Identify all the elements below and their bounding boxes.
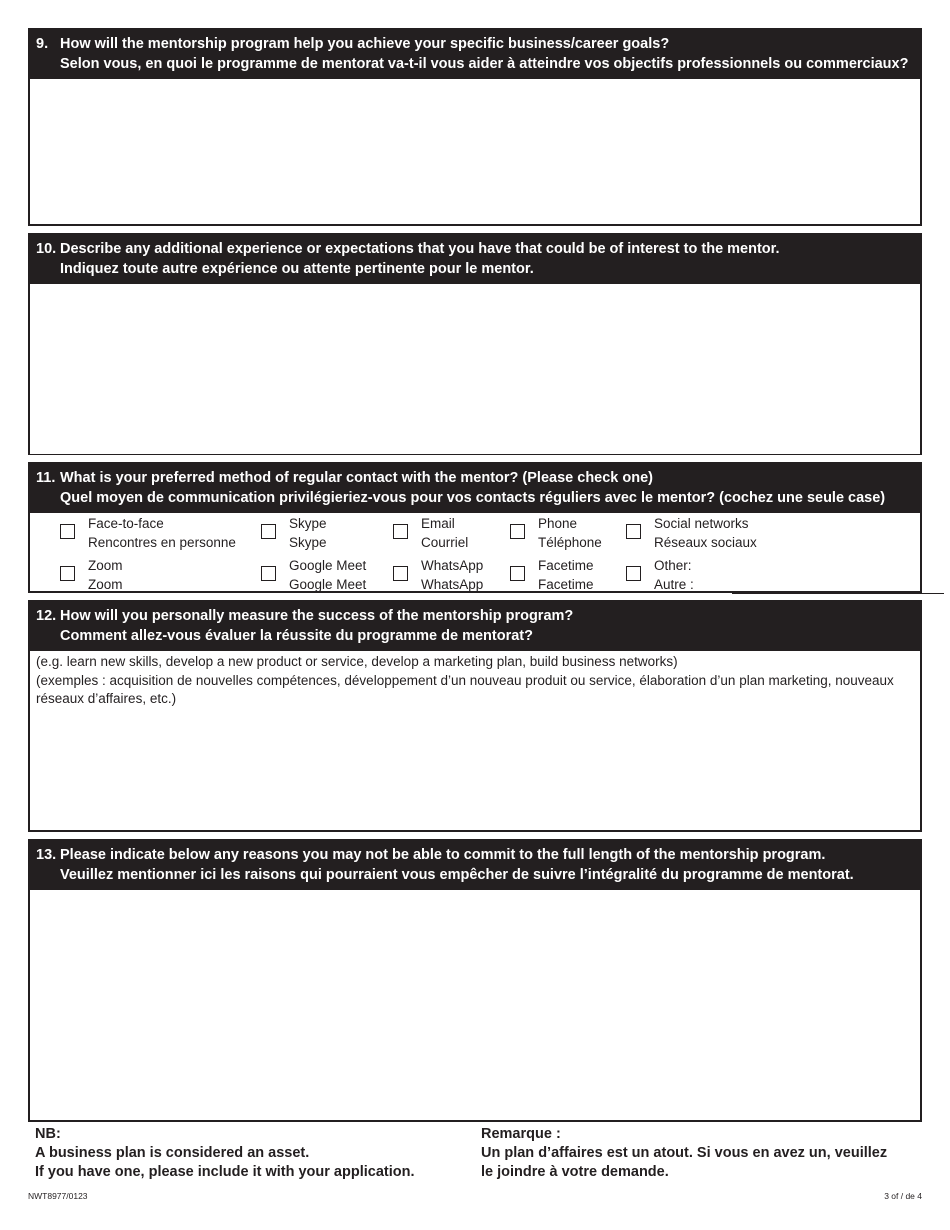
question-9-text-fr: Selon vous, en quoi le programme de mentorat va-t-il vous aider à atteindre vos objectifs professionnels ou commerciaux? bbox=[60, 55, 909, 72]
option-label-en: Zoom bbox=[88, 558, 123, 573]
note-english bbox=[35, 1125, 415, 1182]
question-10-section bbox=[28, 233, 922, 455]
google-meet-checkbox[interactable] bbox=[261, 566, 276, 581]
option-phone[interactable] bbox=[510, 514, 602, 552]
option-skype[interactable] bbox=[261, 514, 327, 552]
question-12-section bbox=[28, 600, 922, 832]
face-to-face-checkbox[interactable] bbox=[60, 524, 75, 539]
question-9-section bbox=[28, 28, 922, 226]
option-label-fr: Réseaux sociaux bbox=[654, 535, 757, 550]
question-number: 9. bbox=[36, 36, 49, 52]
question-number: 12. bbox=[36, 608, 57, 624]
option-face-to-face[interactable] bbox=[60, 514, 236, 552]
note-line: Un plan d’affaires est un atout. Si vous en avez un, veuillez bbox=[481, 1145, 888, 1161]
question-number: 13. bbox=[36, 847, 57, 863]
form-id: NWT8977/0123 bbox=[28, 1191, 88, 1201]
question-13-header bbox=[30, 841, 920, 890]
option-label-en: Social networks bbox=[654, 516, 749, 531]
question-13-section bbox=[28, 839, 922, 1122]
question-11-header bbox=[30, 464, 920, 513]
social-networks-checkbox[interactable] bbox=[626, 524, 641, 539]
question-9-answer-field[interactable] bbox=[30, 79, 920, 207]
question-10-text-en: Describe any additional experience or expectations that you have that could be of interest to the mentor. bbox=[60, 241, 780, 257]
question-12-examples bbox=[30, 651, 920, 711]
facetime-checkbox[interactable] bbox=[510, 566, 525, 581]
page-number: 3 of / de 4 bbox=[884, 1191, 922, 1201]
question-12-text-en: How will you personally measure the success of the mentorship program? bbox=[60, 608, 574, 624]
note-french bbox=[481, 1125, 887, 1182]
question-13-answer-field[interactable] bbox=[30, 890, 920, 1120]
note-title: NB: bbox=[35, 1126, 61, 1142]
question-number: 11. bbox=[36, 470, 56, 486]
option-label-fr: Skype bbox=[289, 535, 327, 550]
note-line: le joindre à votre demande. bbox=[481, 1164, 669, 1180]
note-line: If you have one, please include it with your application. bbox=[35, 1164, 415, 1180]
contact-method-options bbox=[30, 513, 920, 597]
phone-checkbox[interactable] bbox=[510, 524, 525, 539]
question-12-text-fr: Comment allez-vous évaluer la réussite du programme de mentorat? bbox=[60, 627, 533, 644]
option-label-en: Phone bbox=[538, 516, 578, 531]
option-label-fr: Rencontres en personne bbox=[88, 535, 236, 550]
note-line: A business plan is considered an asset. bbox=[35, 1145, 310, 1161]
option-label-en: Facetime bbox=[538, 558, 594, 573]
option-label-fr: Courriel bbox=[421, 535, 469, 550]
option-zoom[interactable] bbox=[60, 556, 123, 594]
option-label-en: WhatsApp bbox=[421, 558, 484, 573]
question-12-answer-field[interactable] bbox=[30, 711, 920, 829]
whatsapp-checkbox[interactable] bbox=[393, 566, 408, 581]
examples-fr: (exemples : acquisition de nouvelles compétences, développement d’un nouveau produit ou service, élaboration d’un plan marketing, nouveaux réseaux d’affaires, etc.) bbox=[36, 672, 894, 706]
question-9-text-en: How will the mentorship program help you achieve your specific business/career goals? bbox=[60, 36, 670, 52]
zoom-checkbox[interactable] bbox=[60, 566, 75, 581]
option-label-fr: Téléphone bbox=[538, 535, 602, 550]
question-9-header bbox=[30, 30, 920, 79]
question-11-text-en: What is your preferred method of regular contact with the mentor? (Please check one) bbox=[60, 470, 653, 486]
skype-checkbox[interactable] bbox=[261, 524, 276, 539]
option-label-en: Email bbox=[421, 516, 455, 531]
question-10-header bbox=[30, 235, 920, 284]
examples-en: (e.g. learn new skills, develop a new product or service, develop a marketing plan, build business networks) bbox=[36, 654, 678, 669]
email-checkbox[interactable] bbox=[393, 524, 408, 539]
other-checkbox[interactable] bbox=[626, 566, 641, 581]
question-10-text-fr: Indiquez toute autre expérience ou attente pertinente pour le mentor. bbox=[60, 260, 534, 277]
option-label-en: Face-to-face bbox=[88, 516, 164, 531]
other-specify-field[interactable] bbox=[732, 593, 944, 594]
question-number: 10. bbox=[36, 241, 57, 257]
option-facetime[interactable] bbox=[510, 556, 594, 594]
option-whatsapp[interactable] bbox=[393, 556, 483, 594]
question-11-section bbox=[28, 462, 922, 593]
question-13-text-en: Please indicate below any reasons you may not be able to commit to the full length of the mentorship program. bbox=[60, 847, 826, 863]
option-label-en: Other: bbox=[654, 558, 692, 573]
option-label-fr: Zoom bbox=[88, 577, 123, 592]
option-label-en: Skype bbox=[289, 516, 327, 531]
option-google-meet[interactable] bbox=[261, 556, 366, 594]
note-title: Remarque : bbox=[481, 1126, 561, 1142]
option-email[interactable] bbox=[393, 514, 468, 552]
question-13-text-fr: Veuillez mentionner ici les raisons qui pourraient vous empêcher de suivre l’intégralité du programme de mentorat. bbox=[60, 866, 854, 883]
question-11-text-fr: Quel moyen de communication privilégieriez-vous pour vos contacts réguliers avec le mentor? (cochez une seule case) bbox=[60, 489, 886, 506]
option-social-networks[interactable] bbox=[626, 514, 757, 552]
option-label-fr: Facetime bbox=[538, 577, 594, 592]
option-other[interactable] bbox=[626, 556, 694, 594]
question-12-header bbox=[30, 602, 920, 651]
option-label-fr: Autre : bbox=[654, 577, 694, 592]
question-10-answer-field[interactable] bbox=[30, 284, 920, 454]
option-label-fr: Google Meet bbox=[289, 577, 367, 592]
option-label-fr: WhatsApp bbox=[421, 577, 484, 592]
option-label-en: Google Meet bbox=[289, 558, 367, 573]
